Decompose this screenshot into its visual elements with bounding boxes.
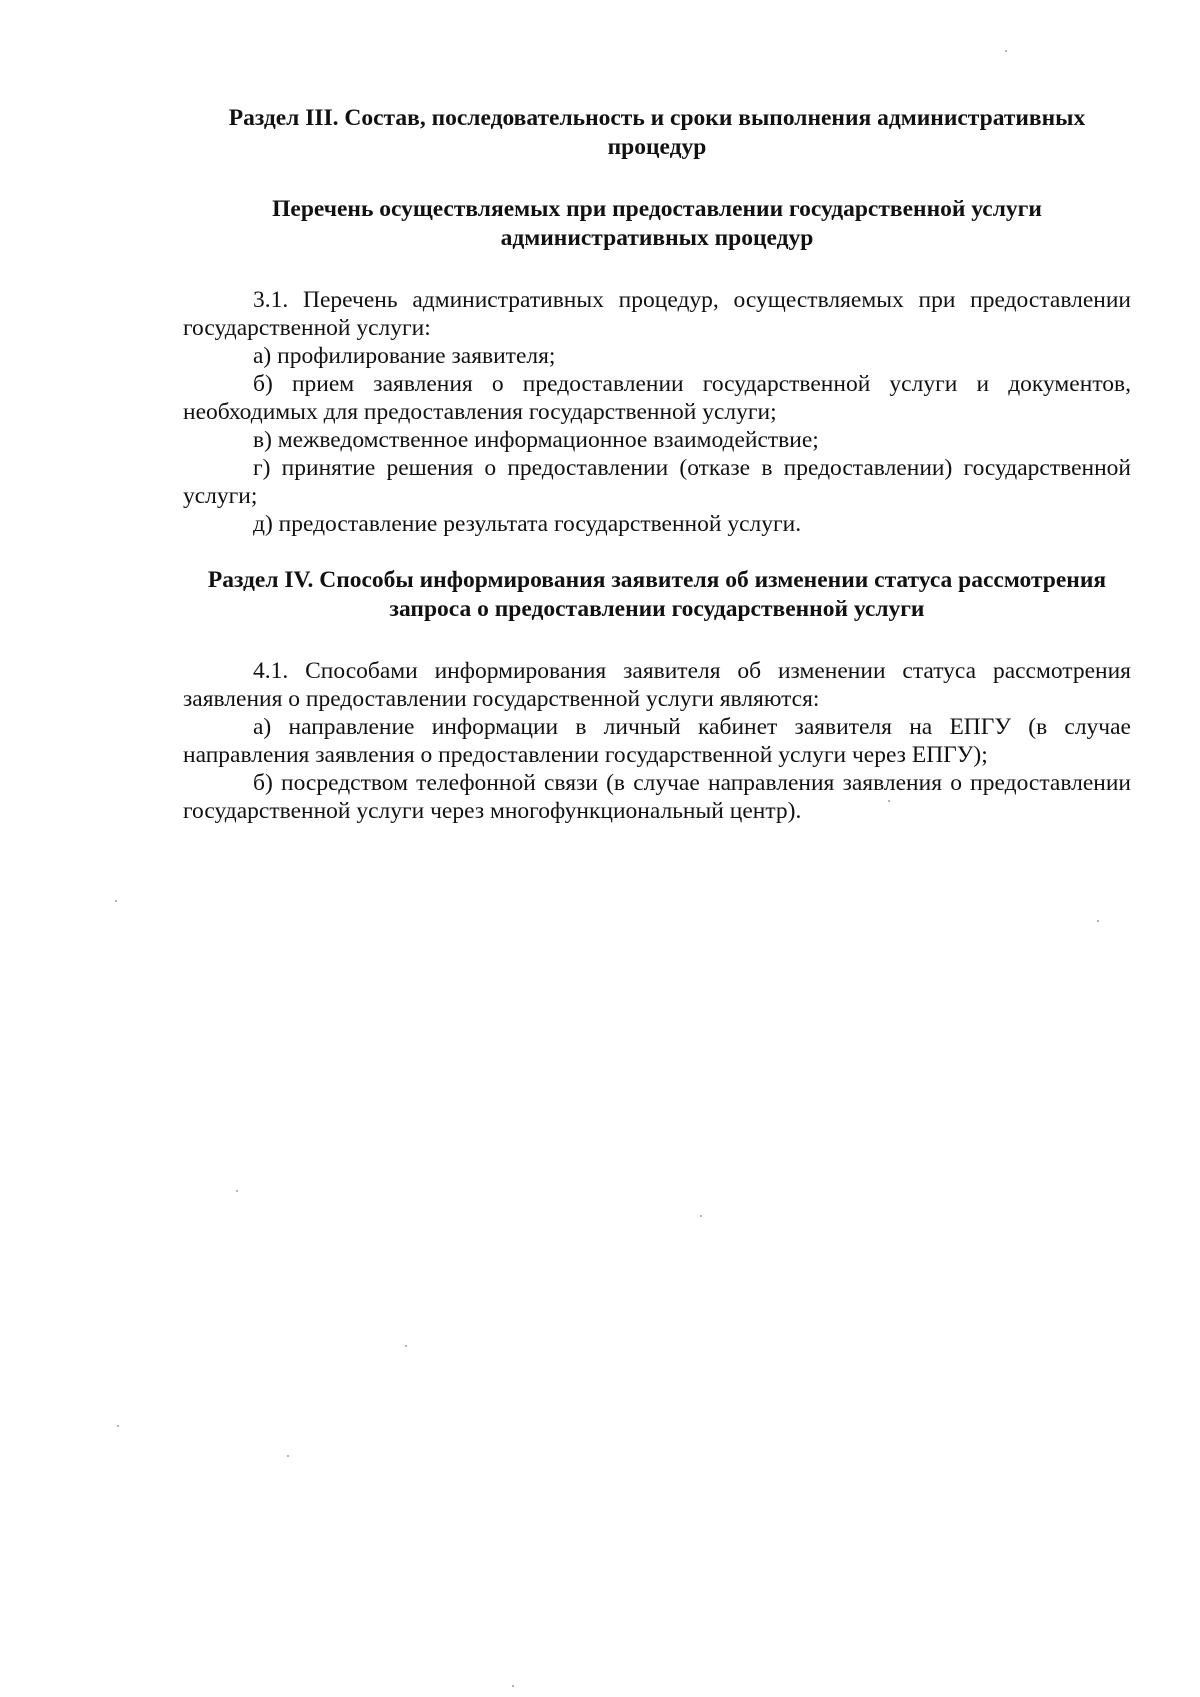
scan-speck: [1005, 50, 1007, 52]
list-item-d: д) предоставление результата государственной услуги.: [253, 511, 802, 537]
list-item-a: а) направление информации в личный кабинет заявителя на ЕПГУ (в случае направления заявления о предоставлении государственной услуги через ЕПГУ);: [183, 714, 1131, 768]
section-3-subtitle: Перечень осуществляемых при предоставлении государственной услуги административных процедур: [272, 196, 1042, 251]
paragraph-3-1: 3.1. Перечень административных процедур, осуществляемых при предоставлении государственной услуги:: [183, 287, 1131, 341]
section-4-title: Раздел IV. Способы информирования заявителя об изменении статуса рассмотрения запроса о предоставлении государственной услуги: [207, 567, 1107, 622]
list-item-v: в) межведомственное информационное взаимодействие;: [253, 427, 819, 453]
section-4-body: [183, 657, 1131, 825]
section-3-title: Раздел III. Состав, последовательность и сроки выполнения административных процедур: [228, 105, 1086, 160]
scan-speck: [115, 900, 117, 902]
scan-speck: [405, 1345, 407, 1347]
scan-speck: [236, 1190, 238, 1192]
list-item-g: г) принятие решения о предоставлении (отказе в предоставлении) государственной услуги;: [183, 455, 1131, 509]
scan-speck: [700, 1215, 702, 1217]
list-item-b: б) посредством телефонной связи (в случае направления заявления о предоставлении государственной услуги через многофункциональный центр).: [183, 770, 1131, 824]
paragraph-4-1: 4.1. Способами информирования заявителя об изменении статуса рассмотрения заявления о предоставлении государственной услуги являются:: [183, 658, 1131, 712]
section-3-body: [183, 286, 1131, 538]
list-item-b: б) прием заявления о предоставлении государственной услуги и документов, необходимых для предоставления государственной услуги;: [183, 371, 1131, 425]
scan-speck: [512, 1685, 514, 1687]
scan-speck: [1097, 920, 1099, 922]
document-content: [183, 104, 1131, 825]
list-item-a: а) профилирование заявителя;: [253, 343, 556, 369]
scan-speck: [287, 1455, 289, 1457]
scan-speck: [117, 1425, 119, 1427]
